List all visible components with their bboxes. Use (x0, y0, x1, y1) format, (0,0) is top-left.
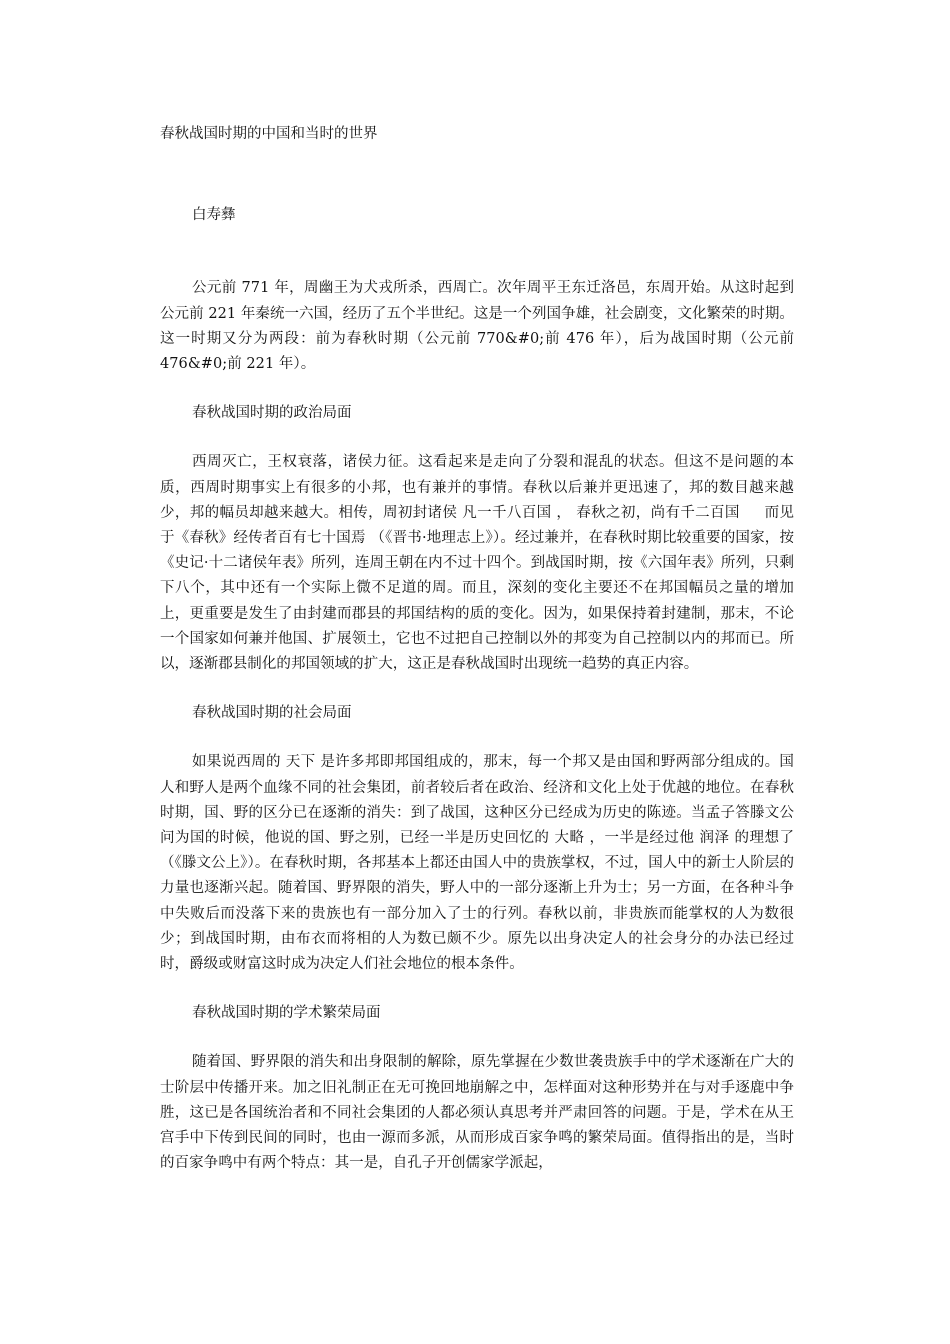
section-body-society: 如果说西周的 天下 是许多邦即邦国组成的，那末，每一个邦又是由国和野两部分组成的。国人和野人是两个血缘不同的社会集团，前者较后者在政治、经济和文化上处于优越的地位。在春秋时期，国、野的区分已在逐渐的消失：到了战国，这种区分已经成为历史的陈迹。当孟子答滕文公问为国的时候，他说的国、野之别，已经一半是历史回忆的 大略 ，一半是经过他 润泽 的理想了（《滕文公上》）。在春秋时期，各邦基本上都还由国人中的贵族掌权，不过，国人中的新士人阶层的力量也逐渐兴起。随着国、野界限的消失，野人中的一部分逐渐上升为士；另一方面，在各种斗争中失败后而没落下来的贵族也有一部分加入了士的行列。春秋以前，非贵族而能掌权的人为数很少；到战国时期，由布衣而将相的人为数已颇不少。原先以出身决定人的社会身分的办法已经过时，爵级或财富这时成为决定人们社会地位的根本条件。 (160, 754, 794, 973)
section-heading-scholarship: 春秋战国时期的学术繁荣局面 (192, 1005, 381, 1022)
document-title: 春秋战国时期的中国和当时的世界 (160, 126, 378, 142)
author-name: 白寿彝 (192, 207, 236, 224)
intro-paragraph: 公元前 771 年，周幽王为犬戎所杀，西周亡。次年周平王东迁洛邑，东周开始。从这时起到公元前 221 年秦统一六国，经历了五个半世纪。这是一个列国争雄，社会剧变，文化繁荣的时期。这一时期又分为两段：前为春秋时期（公元前 770&#0;前 476 年），后为战国时期（公元前 476&#0;前 221 年）。 (160, 280, 794, 373)
section-body-scholarship: 随着国、野界限的消失和出身限制的解除，原先掌握在少数世袭贵族手中的学术逐渐在广大的士阶层中传播开来。加之旧礼制正在无可挽回地崩解之中，怎样面对这种形势并在与对手逐鹿中争胜，这已是各国统治者和不同社会集团的人都必须认真思考并严肃回答的问题。于是，学术在从王宫手中下传到民间的同时，也由一源而多派，从而形成百家争鸣的繁荣局面。值得指出的是，当时的百家争鸣中有两个特点：其一是，自孔子开创儒家学派起， (160, 1054, 794, 1172)
section-heading-politics: 春秋战国时期的政治局面 (192, 405, 352, 422)
section-heading-society: 春秋战国时期的社会局面 (192, 705, 352, 722)
document-page (160, 122, 794, 1177)
section-body-politics: 西周灭亡，王权衰落，诸侯力征。这看起来是走向了分裂和混乱的状态。但这不是问题的本质，西周时期事实上有很多的小邦，也有兼并的事情。春秋以后兼并更迅速了，邦的数目越来越少，邦的幅员却越来越大。相传，周初封诸侯 凡一千八百国 ， 春秋之初，尚有千二百国 而见于《春秋》经传者百有七十国焉 （《晋书·地理志上》）。经过兼并，在春秋时期比较重要的国家，按《史记·十二诸侯年表》所列，连周王朝在内不过十四个。到战国时期，按《六国年表》所列，只剩下八个，其中还有一个实际上微不足道的周。而且，深刻的变化主要还不在邦国幅员之量的增加上，更重要是发生了由封建而郡县的邦国结构的质的变化。因为，如果保持着封建制，那末，不论一个国家如何兼并他国、扩展领土，它也不过把自己控制以外的邦变为自己控制以内的邦而已。所以，逐渐郡县制化的邦国领域的扩大，这正是春秋战国时出现统一趋势的真正内容。 (160, 454, 794, 673)
